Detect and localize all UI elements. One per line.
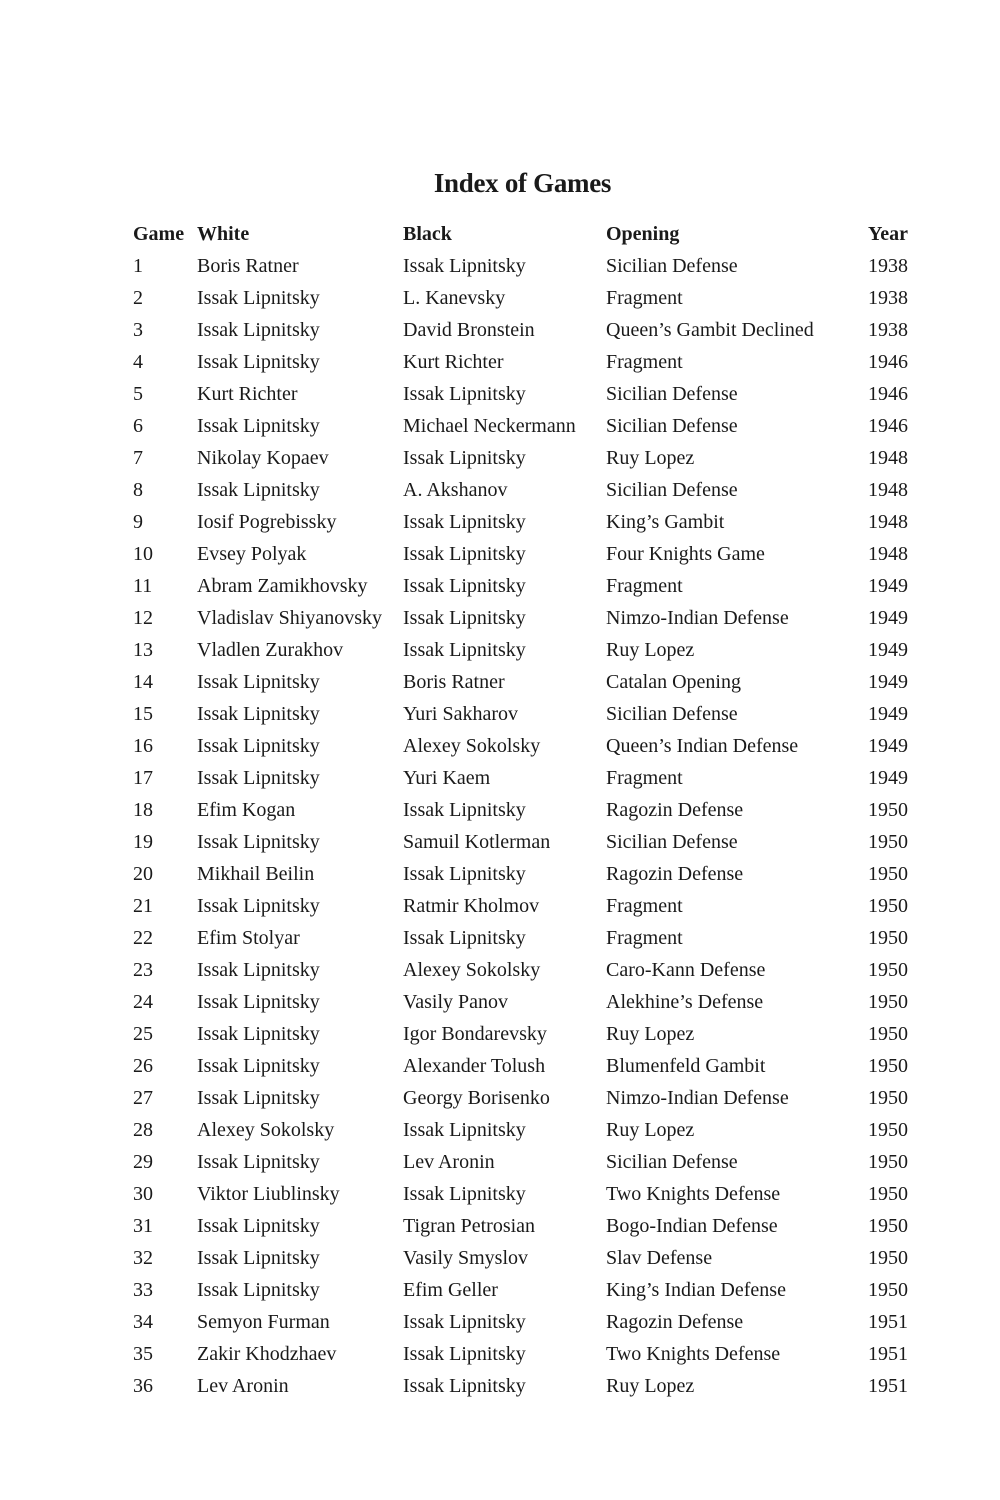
table-row bbox=[133, 1242, 918, 1274]
black-player-cell: David Bronstein bbox=[403, 318, 535, 341]
opening-cell: Ragozin Defense bbox=[606, 1310, 744, 1333]
white-player-cell: Issak Lipnitsky bbox=[197, 894, 320, 917]
table-row bbox=[133, 1082, 918, 1114]
table-row bbox=[133, 1050, 918, 1082]
opening-cell: Bogo-Indian Defense bbox=[606, 1214, 778, 1237]
table-row bbox=[133, 410, 918, 442]
opening-cell: Sicilian Defense bbox=[606, 382, 738, 405]
opening-cell: Ruy Lopez bbox=[606, 638, 695, 661]
black-player-cell: Issak Lipnitsky bbox=[403, 254, 526, 277]
table-row bbox=[133, 762, 918, 794]
black-player-cell: Tigran Petrosian bbox=[403, 1214, 536, 1237]
game-number-cell: 10 bbox=[133, 542, 153, 565]
black-player-cell: A. Akshanov bbox=[403, 478, 508, 501]
black-player-cell: Alexey Sokolsky bbox=[403, 958, 541, 981]
table-row bbox=[133, 250, 918, 282]
year-cell: 1948 bbox=[868, 478, 908, 501]
game-number-cell: 31 bbox=[133, 1214, 153, 1237]
black-player-cell: Issak Lipnitsky bbox=[403, 1310, 526, 1333]
year-cell: 1951 bbox=[868, 1310, 908, 1333]
year-cell: 1951 bbox=[868, 1374, 908, 1397]
white-player-cell: Issak Lipnitsky bbox=[197, 670, 320, 693]
game-number-cell: 16 bbox=[133, 734, 153, 757]
white-player-cell: Mikhail Beilin bbox=[197, 862, 315, 885]
year-cell: 1950 bbox=[868, 1246, 908, 1269]
year-cell: 1950 bbox=[868, 862, 908, 885]
white-player-cell: Issak Lipnitsky bbox=[197, 702, 320, 725]
opening-cell: Caro-Kann Defense bbox=[606, 958, 766, 981]
black-player-cell: Issak Lipnitsky bbox=[403, 1374, 526, 1397]
column-header-white: White bbox=[197, 222, 250, 245]
opening-cell: Sicilian Defense bbox=[606, 702, 738, 725]
black-player-cell: Alexey Sokolsky bbox=[403, 734, 541, 757]
opening-cell: Catalan Opening bbox=[606, 670, 741, 693]
white-player-cell: Efim Kogan bbox=[197, 798, 296, 821]
table-row bbox=[133, 314, 918, 346]
opening-cell: Sicilian Defense bbox=[606, 478, 738, 501]
game-number-cell: 32 bbox=[133, 1246, 153, 1269]
black-player-cell: Kurt Richter bbox=[403, 350, 504, 373]
column-header-black: Black bbox=[403, 222, 452, 245]
opening-cell: Ruy Lopez bbox=[606, 1374, 695, 1397]
game-number-cell: 34 bbox=[133, 1310, 153, 1333]
table-row bbox=[133, 1114, 918, 1146]
opening-cell: Ragozin Defense bbox=[606, 862, 744, 885]
black-player-cell: Igor Bondarevsky bbox=[403, 1022, 547, 1045]
table-body bbox=[133, 250, 918, 1402]
black-player-cell: Issak Lipnitsky bbox=[403, 606, 526, 629]
game-number-cell: 21 bbox=[133, 894, 153, 917]
game-number-cell: 27 bbox=[133, 1086, 153, 1109]
game-number-cell: 2 bbox=[133, 286, 143, 309]
black-player-cell: Georgy Borisenko bbox=[403, 1086, 550, 1109]
opening-cell: Fragment bbox=[606, 350, 683, 373]
year-cell: 1950 bbox=[868, 1022, 908, 1045]
white-player-cell: Issak Lipnitsky bbox=[197, 766, 320, 789]
white-player-cell: Issak Lipnitsky bbox=[197, 830, 320, 853]
game-number-cell: 9 bbox=[133, 510, 143, 533]
black-player-cell: Issak Lipnitsky bbox=[403, 542, 526, 565]
table-row bbox=[133, 730, 918, 762]
table-row bbox=[133, 442, 918, 474]
white-player-cell: Abram Zamikhovsky bbox=[197, 574, 368, 597]
black-player-cell: Yuri Kaem bbox=[403, 766, 491, 789]
year-cell: 1950 bbox=[868, 926, 908, 949]
opening-cell: Fragment bbox=[606, 894, 683, 917]
game-number-cell: 24 bbox=[133, 990, 153, 1013]
white-player-cell: Boris Ratner bbox=[197, 254, 299, 277]
table-row bbox=[133, 282, 918, 314]
year-cell: 1946 bbox=[868, 414, 908, 437]
game-number-cell: 7 bbox=[133, 446, 143, 469]
game-number-cell: 4 bbox=[133, 350, 143, 373]
game-number-cell: 13 bbox=[133, 638, 153, 661]
year-cell: 1949 bbox=[868, 638, 908, 661]
year-cell: 1938 bbox=[868, 254, 908, 277]
game-number-cell: 28 bbox=[133, 1118, 153, 1141]
white-player-cell: Issak Lipnitsky bbox=[197, 1022, 320, 1045]
opening-cell: Ragozin Defense bbox=[606, 798, 744, 821]
opening-cell: Sicilian Defense bbox=[606, 414, 738, 437]
white-player-cell: Issak Lipnitsky bbox=[197, 958, 320, 981]
table-row bbox=[133, 506, 918, 538]
black-player-cell: L. Kanevsky bbox=[403, 286, 506, 309]
black-player-cell: Issak Lipnitsky bbox=[403, 1182, 526, 1205]
black-player-cell: Vasily Smyslov bbox=[403, 1246, 529, 1269]
black-player-cell: Issak Lipnitsky bbox=[403, 446, 526, 469]
white-player-cell: Zakir Khodzhaev bbox=[197, 1342, 337, 1365]
table-row bbox=[133, 378, 918, 410]
opening-cell: Queen’s Indian Defense bbox=[606, 734, 799, 757]
game-number-cell: 26 bbox=[133, 1054, 153, 1077]
table-header-row bbox=[133, 218, 918, 250]
year-cell: 1946 bbox=[868, 382, 908, 405]
white-player-cell: Issak Lipnitsky bbox=[197, 1150, 320, 1173]
table-row bbox=[133, 1018, 918, 1050]
year-cell: 1950 bbox=[868, 1086, 908, 1109]
white-player-cell: Alexey Sokolsky bbox=[197, 1118, 335, 1141]
game-number-cell: 35 bbox=[133, 1342, 153, 1365]
black-player-cell: Vasily Panov bbox=[403, 990, 508, 1013]
year-cell: 1951 bbox=[868, 1342, 908, 1365]
white-player-cell: Viktor Liublinsky bbox=[197, 1182, 340, 1205]
table-row bbox=[133, 1370, 918, 1402]
year-cell: 1950 bbox=[868, 1214, 908, 1237]
white-player-cell: Issak Lipnitsky bbox=[197, 1054, 320, 1077]
year-cell: 1950 bbox=[868, 990, 908, 1013]
game-number-cell: 36 bbox=[133, 1374, 153, 1397]
black-player-cell: Issak Lipnitsky bbox=[403, 510, 526, 533]
year-cell: 1950 bbox=[868, 1278, 908, 1301]
white-player-cell: Nikolay Kopaev bbox=[197, 446, 329, 469]
game-number-cell: 5 bbox=[133, 382, 143, 405]
table-row bbox=[133, 858, 918, 890]
table-row bbox=[133, 826, 918, 858]
game-number-cell: 33 bbox=[133, 1278, 153, 1301]
white-player-cell: Issak Lipnitsky bbox=[197, 478, 320, 501]
game-number-cell: 22 bbox=[133, 926, 153, 949]
year-cell: 1949 bbox=[868, 702, 908, 725]
table-row bbox=[133, 1146, 918, 1178]
year-cell: 1938 bbox=[868, 318, 908, 341]
year-cell: 1949 bbox=[868, 574, 908, 597]
white-player-cell: Issak Lipnitsky bbox=[197, 318, 320, 341]
opening-cell: Ruy Lopez bbox=[606, 1118, 695, 1141]
opening-cell: Ruy Lopez bbox=[606, 446, 695, 469]
opening-cell: Two Knights Defense bbox=[606, 1342, 781, 1365]
game-number-cell: 1 bbox=[133, 254, 143, 277]
white-player-cell: Issak Lipnitsky bbox=[197, 1086, 320, 1109]
white-player-cell: Issak Lipnitsky bbox=[197, 1278, 320, 1301]
black-player-cell: Boris Ratner bbox=[403, 670, 505, 693]
white-player-cell: Issak Lipnitsky bbox=[197, 350, 320, 373]
year-cell: 1949 bbox=[868, 606, 908, 629]
table-row bbox=[133, 954, 918, 986]
table-row bbox=[133, 922, 918, 954]
game-number-cell: 14 bbox=[133, 670, 153, 693]
opening-cell: Sicilian Defense bbox=[606, 254, 738, 277]
black-player-cell: Alexander Tolush bbox=[403, 1054, 546, 1077]
white-player-cell: Lev Aronin bbox=[197, 1374, 289, 1397]
black-player-cell: Issak Lipnitsky bbox=[403, 638, 526, 661]
year-cell: 1950 bbox=[868, 894, 908, 917]
opening-cell: Ruy Lopez bbox=[606, 1022, 695, 1045]
black-player-cell: Yuri Sakharov bbox=[403, 702, 518, 725]
game-number-cell: 12 bbox=[133, 606, 153, 629]
table-row bbox=[133, 1178, 918, 1210]
year-cell: 1950 bbox=[868, 1150, 908, 1173]
white-player-cell: Vladlen Zurakhov bbox=[197, 638, 344, 661]
year-cell: 1950 bbox=[868, 1054, 908, 1077]
opening-cell: Fragment bbox=[606, 286, 683, 309]
opening-cell: Queen’s Gambit Declined bbox=[606, 318, 814, 341]
game-number-cell: 25 bbox=[133, 1022, 153, 1045]
black-player-cell: Issak Lipnitsky bbox=[403, 926, 526, 949]
opening-cell: King’s Indian Defense bbox=[606, 1278, 786, 1301]
black-player-cell: Issak Lipnitsky bbox=[403, 382, 526, 405]
table-row bbox=[133, 474, 918, 506]
year-cell: 1946 bbox=[868, 350, 908, 373]
black-player-cell: Issak Lipnitsky bbox=[403, 574, 526, 597]
white-player-cell: Semyon Furman bbox=[197, 1310, 330, 1333]
opening-cell: Sicilian Defense bbox=[606, 830, 738, 853]
games-index-table bbox=[133, 218, 918, 1402]
table-row bbox=[133, 698, 918, 730]
white-player-cell: Efim Stolyar bbox=[197, 926, 300, 949]
game-number-cell: 30 bbox=[133, 1182, 153, 1205]
white-player-cell: Evsey Polyak bbox=[197, 542, 307, 565]
game-number-cell: 17 bbox=[133, 766, 153, 789]
game-number-cell: 15 bbox=[133, 702, 153, 725]
table-row bbox=[133, 890, 918, 922]
year-cell: 1950 bbox=[868, 798, 908, 821]
game-number-cell: 19 bbox=[133, 830, 153, 853]
black-player-cell: Issak Lipnitsky bbox=[403, 798, 526, 821]
opening-cell: Nimzo-Indian Defense bbox=[606, 606, 789, 629]
year-cell: 1950 bbox=[868, 830, 908, 853]
opening-cell: Four Knights Game bbox=[606, 542, 765, 565]
column-header-game: Game bbox=[133, 222, 185, 245]
year-cell: 1948 bbox=[868, 542, 908, 565]
white-player-cell: Issak Lipnitsky bbox=[197, 990, 320, 1013]
table-row bbox=[133, 570, 918, 602]
opening-cell: Alekhine’s Defense bbox=[606, 990, 764, 1013]
black-player-cell: Ratmir Kholmov bbox=[403, 894, 540, 917]
year-cell: 1950 bbox=[868, 1118, 908, 1141]
white-player-cell: Kurt Richter bbox=[197, 382, 298, 405]
black-player-cell: Issak Lipnitsky bbox=[403, 862, 526, 885]
game-number-cell: 6 bbox=[133, 414, 143, 437]
white-player-cell: Issak Lipnitsky bbox=[197, 1214, 320, 1237]
column-header-year: Year bbox=[868, 222, 908, 245]
game-number-cell: 20 bbox=[133, 862, 153, 885]
year-cell: 1949 bbox=[868, 670, 908, 693]
opening-cell: Sicilian Defense bbox=[606, 1150, 738, 1173]
table-row bbox=[133, 538, 918, 570]
game-number-cell: 11 bbox=[133, 574, 153, 597]
opening-cell: Fragment bbox=[606, 766, 683, 789]
opening-cell: King’s Gambit bbox=[606, 510, 725, 533]
black-player-cell: Lev Aronin bbox=[403, 1150, 495, 1173]
table-row bbox=[133, 634, 918, 666]
white-player-cell: Issak Lipnitsky bbox=[197, 1246, 320, 1269]
table-row bbox=[133, 1338, 918, 1370]
white-player-cell: Iosif Pogrebissky bbox=[197, 510, 337, 533]
year-cell: 1948 bbox=[868, 446, 908, 469]
table-row bbox=[133, 794, 918, 826]
black-player-cell: Michael Neckermann bbox=[403, 414, 576, 437]
opening-cell: Two Knights Defense bbox=[606, 1182, 781, 1205]
opening-cell: Fragment bbox=[606, 926, 683, 949]
opening-cell: Blumenfeld Gambit bbox=[606, 1054, 766, 1077]
year-cell: 1949 bbox=[868, 766, 908, 789]
year-cell: 1950 bbox=[868, 1182, 908, 1205]
opening-cell: Slav Defense bbox=[606, 1246, 713, 1269]
page-title: Index of Games bbox=[433, 168, 612, 199]
year-cell: 1948 bbox=[868, 510, 908, 533]
table-row bbox=[133, 1306, 918, 1338]
table-row bbox=[133, 666, 918, 698]
game-number-cell: 23 bbox=[133, 958, 153, 981]
game-number-cell: 29 bbox=[133, 1150, 153, 1173]
white-player-cell: Issak Lipnitsky bbox=[197, 414, 320, 437]
year-cell: 1949 bbox=[868, 734, 908, 757]
black-player-cell: Issak Lipnitsky bbox=[403, 1342, 526, 1365]
black-player-cell: Samuil Kotlerman bbox=[403, 830, 551, 853]
white-player-cell: Issak Lipnitsky bbox=[197, 286, 320, 309]
opening-cell: Nimzo-Indian Defense bbox=[606, 1086, 789, 1109]
table-row bbox=[133, 1210, 918, 1242]
year-cell: 1938 bbox=[868, 286, 908, 309]
black-player-cell: Efim Geller bbox=[403, 1278, 498, 1301]
black-player-cell: Issak Lipnitsky bbox=[403, 1118, 526, 1141]
white-player-cell: Vladislav Shiyanovsky bbox=[197, 606, 382, 629]
game-number-cell: 18 bbox=[133, 798, 153, 821]
white-player-cell: Issak Lipnitsky bbox=[197, 734, 320, 757]
table-row bbox=[133, 1274, 918, 1306]
column-header-opening: Opening bbox=[606, 222, 680, 245]
game-number-cell: 3 bbox=[133, 318, 143, 341]
table-row bbox=[133, 602, 918, 634]
game-number-cell: 8 bbox=[133, 478, 143, 501]
year-cell: 1950 bbox=[868, 958, 908, 981]
table-row bbox=[133, 986, 918, 1018]
opening-cell: Fragment bbox=[606, 574, 683, 597]
table-row bbox=[133, 346, 918, 378]
